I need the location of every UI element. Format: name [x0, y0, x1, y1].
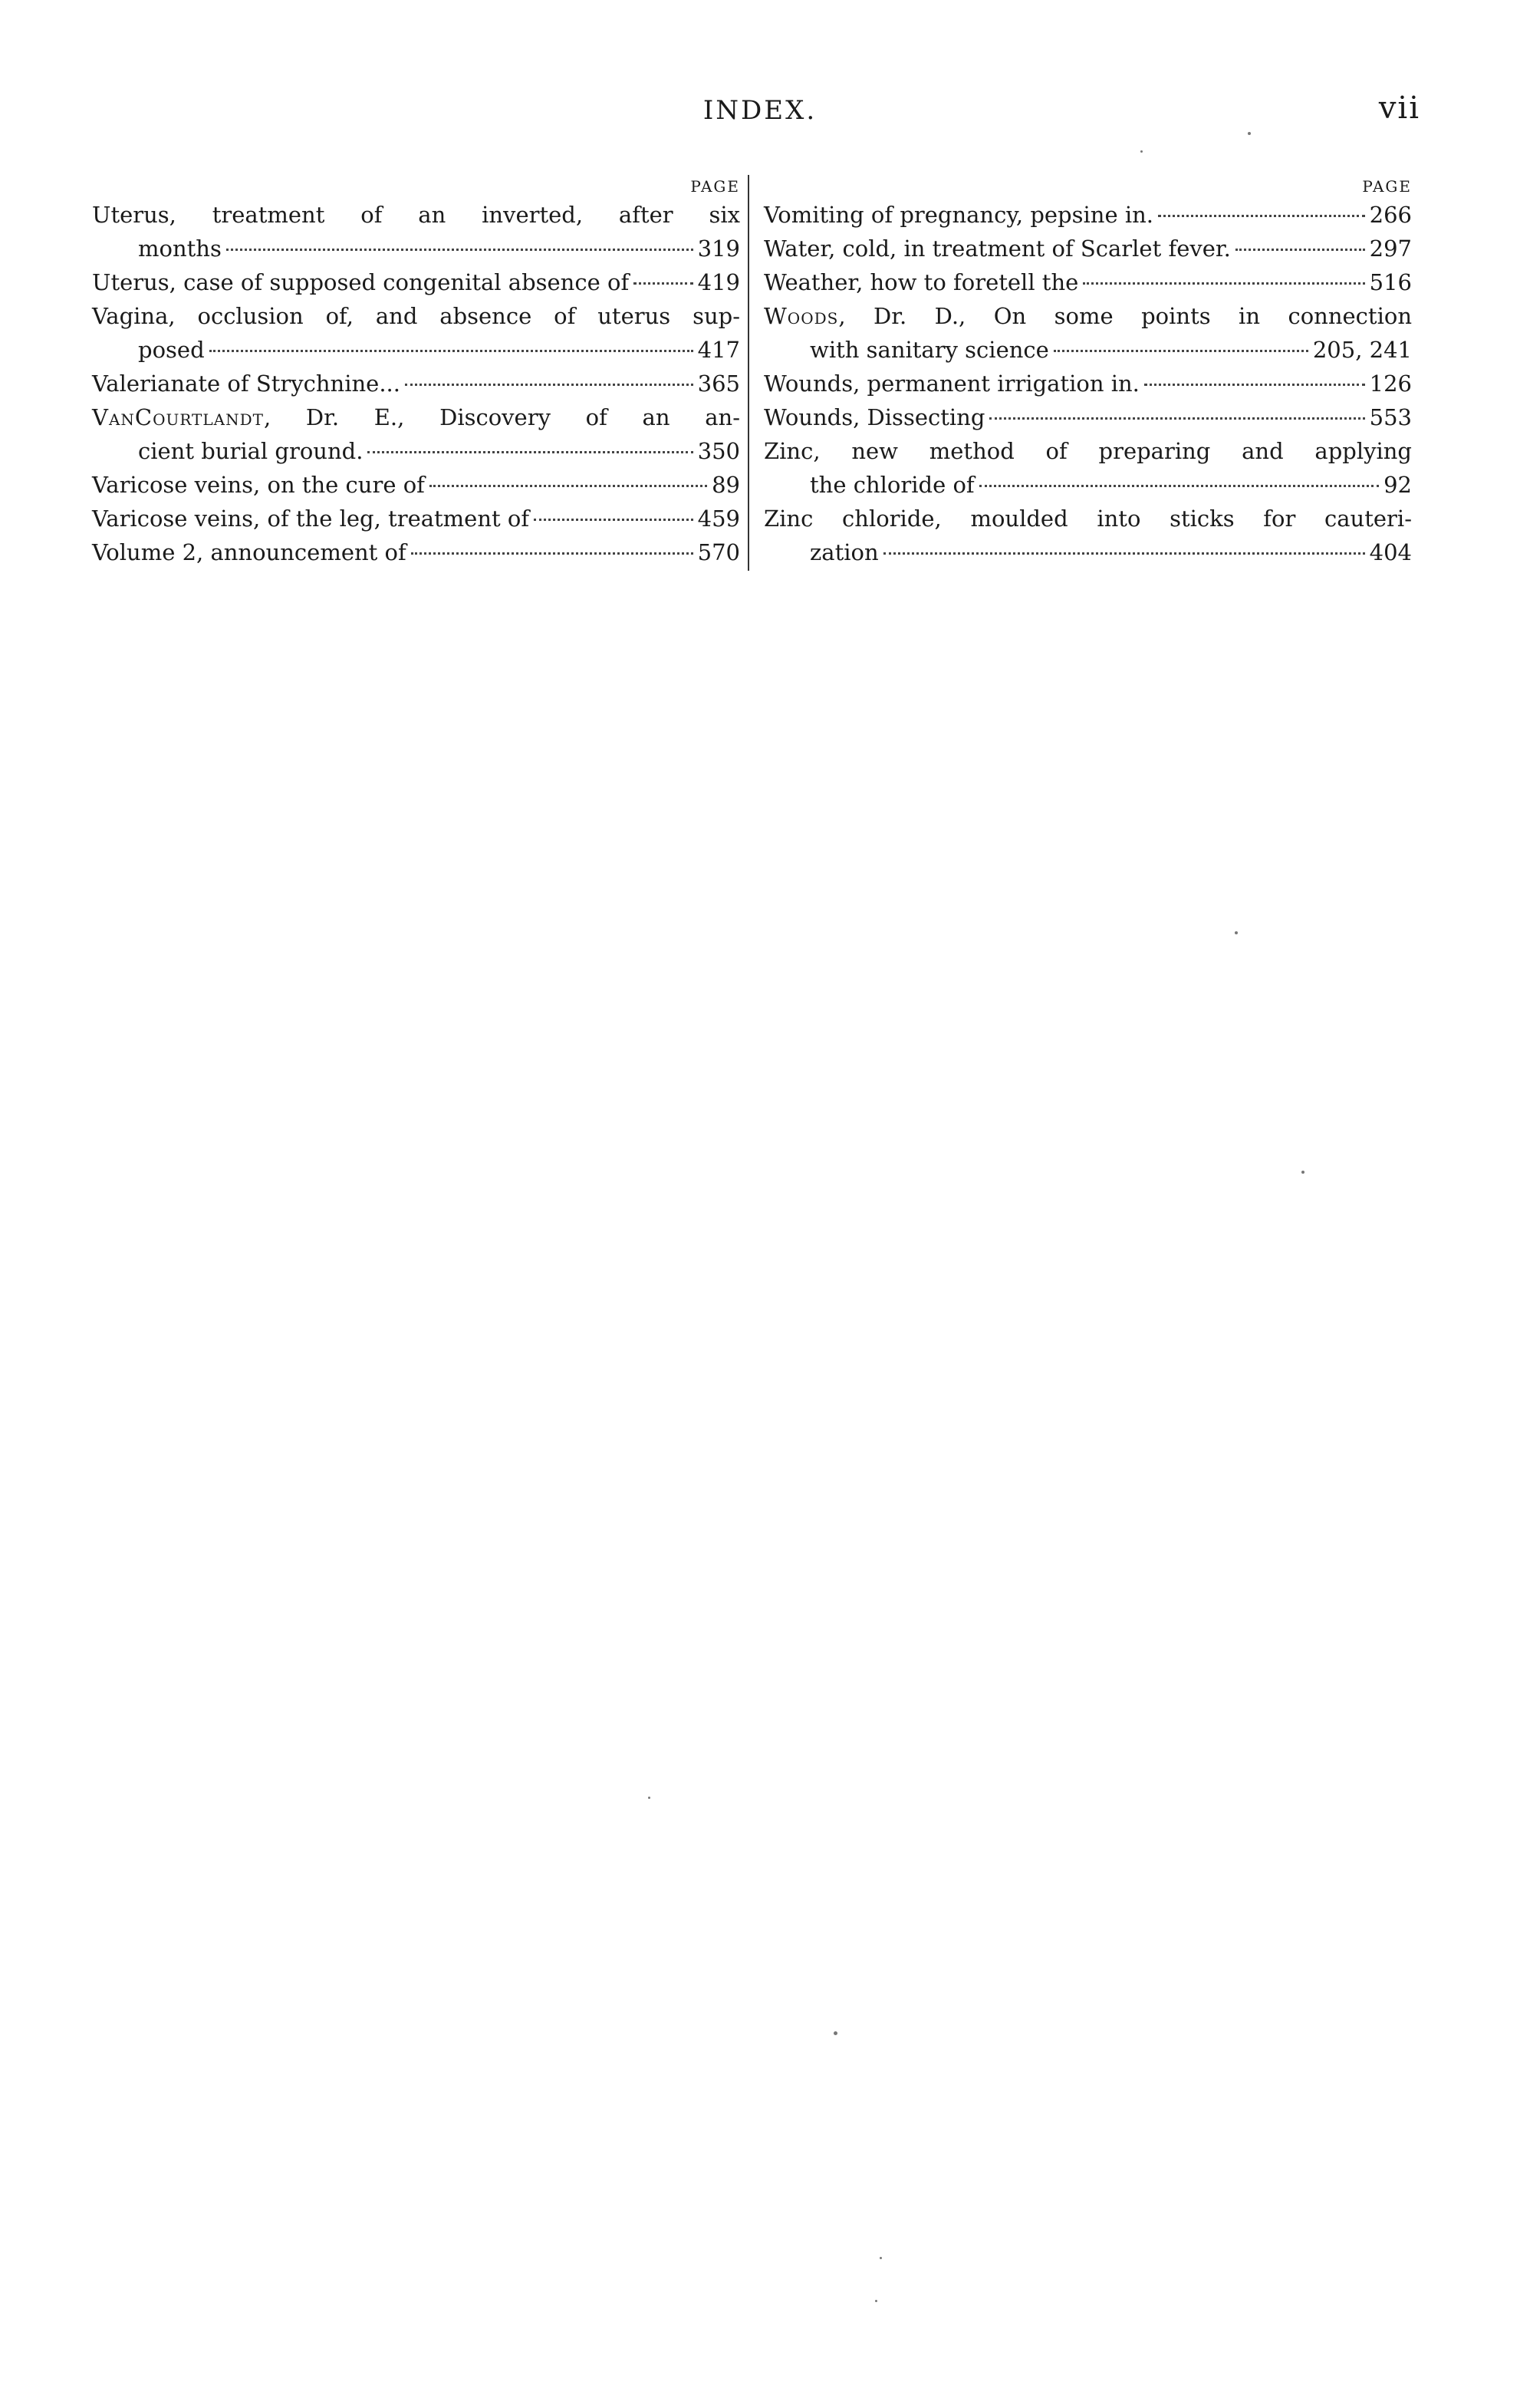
index-entry-text: Uterus, treatment of an inverted, after six	[92, 202, 740, 228]
page-reference: 205, 241	[1312, 337, 1412, 363]
dot-leader	[1144, 384, 1365, 386]
index-entry	[92, 400, 740, 468]
page-reference: 89	[712, 472, 740, 498]
dot-leader	[534, 519, 693, 521]
index-entry	[764, 502, 1412, 569]
dot-leader	[405, 384, 693, 386]
index-entry	[764, 265, 1412, 299]
page-reference: 266	[1369, 202, 1412, 228]
index-entry-line	[764, 265, 1412, 299]
scan-speck	[1301, 1171, 1305, 1174]
index-entry-line	[764, 502, 1412, 535]
index-entry	[764, 434, 1412, 502]
dot-leader	[429, 485, 707, 487]
scan-speck	[834, 2031, 837, 2035]
dot-leader	[1158, 215, 1365, 217]
page-reference: 516	[1369, 269, 1412, 295]
page-reference: 126	[1369, 371, 1412, 397]
index-entry-text: Uterus, case of supposed congenital absence of	[92, 269, 630, 295]
index-entry-line	[764, 434, 1412, 468]
page-reference: 350	[697, 438, 740, 464]
index-entry-text: Wounds, permanent irrigation in.	[764, 371, 1140, 397]
page-reference: 365	[697, 371, 740, 397]
scan-speck	[1140, 150, 1143, 153]
dot-leader	[883, 552, 1365, 555]
page-reference: 553	[1369, 404, 1412, 430]
dot-leader	[633, 282, 693, 285]
dot-leader	[411, 552, 693, 555]
index-entry-text: Zinc chloride, moulded into sticks for cauteri-	[764, 506, 1412, 532]
index-entry	[92, 299, 740, 367]
dot-leader	[1083, 282, 1364, 285]
index-entry	[764, 299, 1412, 367]
index-entry-line	[92, 299, 740, 333]
page-reference: 92	[1383, 472, 1412, 498]
index-entry-text: the chloride of	[810, 472, 975, 498]
index-entry	[92, 265, 740, 299]
index-entry-text: Weather, how to foretell the	[764, 269, 1079, 295]
index-entry-text: months	[138, 236, 222, 262]
index-entry-line	[92, 468, 740, 502]
scan-speck	[875, 2300, 877, 2302]
index-entry-line	[764, 468, 1412, 502]
dot-leader	[1235, 249, 1365, 251]
page-reference: 459	[697, 506, 740, 532]
index-entry-line	[764, 333, 1412, 367]
index-entry-text: Varicose veins, on the cure of	[92, 472, 425, 498]
index-entry-text: Zinc, new method of preparing and applying	[764, 438, 1412, 464]
running-title: INDEX.	[702, 95, 818, 126]
index-entry-text: with sanitary science	[810, 337, 1049, 363]
index-entry-line	[92, 367, 740, 400]
index-entry-line	[764, 535, 1412, 569]
column-divider	[748, 175, 749, 571]
index-entry-line	[92, 535, 740, 569]
index-entry-text: Volume 2, announcement of	[92, 539, 406, 565]
index-entry	[92, 502, 740, 535]
index-entry-text: Vagina, occlusion of, and absence of uterus sup-	[92, 303, 740, 329]
index-entry-line	[764, 400, 1412, 434]
page-number: vii	[1378, 91, 1420, 126]
index-entry-line	[92, 502, 740, 535]
page-reference: 319	[697, 236, 740, 262]
dot-leader	[367, 451, 693, 453]
index-entry-text: , Dr. E., Discovery of an an-	[263, 404, 740, 430]
index-entry-line	[92, 198, 740, 232]
index-entry-text: Valerianate of Strychnine...	[92, 371, 400, 397]
index-entry	[92, 468, 740, 502]
index-entry-line	[92, 265, 740, 299]
index-entry-line	[764, 232, 1412, 265]
scan-speck	[1235, 931, 1238, 934]
running-head	[0, 91, 1520, 137]
index-entry-line	[92, 400, 740, 434]
index-column-right	[764, 175, 1412, 569]
scan-speck	[880, 2257, 882, 2259]
index-entry-text: cient burial ground.	[138, 438, 364, 464]
dot-leader	[1054, 350, 1308, 352]
dot-leader	[226, 249, 693, 251]
index-entry	[92, 367, 740, 400]
index-entry-text: posed	[138, 337, 205, 363]
page-reference: 417	[697, 337, 740, 363]
index-entry-line	[92, 434, 740, 468]
scan-speck	[648, 1797, 650, 1799]
index-entry-line	[92, 333, 740, 367]
index-entry	[764, 400, 1412, 434]
index-entry-text: Water, cold, in treatment of Scarlet fever.	[764, 236, 1231, 262]
page-reference: 419	[697, 269, 740, 295]
dot-leader	[989, 417, 1364, 420]
index-entry-name: VanCourtlandt	[92, 404, 264, 430]
index-entry-line	[764, 198, 1412, 232]
scan-speck	[1248, 132, 1251, 135]
index-entry-line	[764, 367, 1412, 400]
index-entry	[92, 535, 740, 569]
index-entry	[92, 198, 740, 265]
index-column-left	[92, 175, 740, 569]
index-entry	[764, 232, 1412, 265]
index-entry-name: Woods	[764, 303, 839, 329]
index-entry-text: zation	[810, 539, 879, 565]
dot-leader	[979, 485, 1379, 487]
dot-leader	[209, 350, 693, 352]
index-entry	[764, 198, 1412, 232]
page-column-heading: PAGE	[1362, 177, 1412, 196]
index-entry-text: Wounds, Dissecting	[764, 404, 985, 430]
index-entry-text: Varicose veins, of the leg, treatment of	[92, 506, 530, 532]
page-reference: 570	[697, 539, 740, 565]
index-entry	[764, 367, 1412, 400]
page-column-heading: PAGE	[690, 177, 740, 196]
index-entry-text: Vomiting of pregnancy, pepsine in.	[764, 202, 1153, 228]
index-entry-line	[92, 232, 740, 265]
page-reference: 297	[1369, 236, 1412, 262]
page-reference: 404	[1369, 539, 1412, 565]
index-entry-line	[764, 299, 1412, 333]
index-entry-text: , Dr. D., On some points in connection	[838, 303, 1412, 329]
